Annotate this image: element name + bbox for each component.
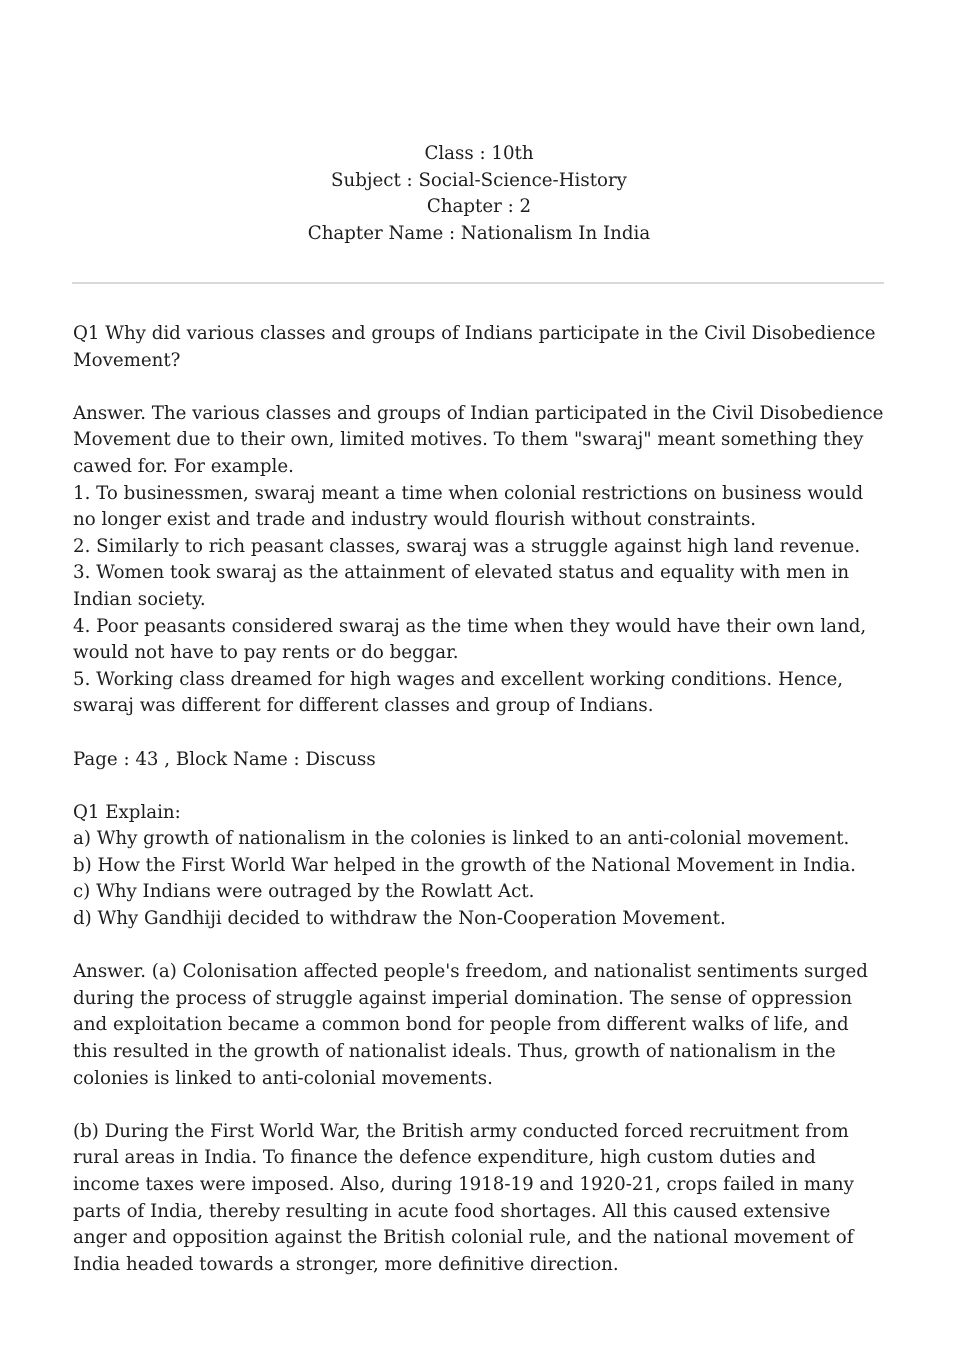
subject-line: Subject : Social-Science-History [331,169,627,191]
document-header [0,141,958,247]
question-2-item: c) Why Indians were outraged by the Rowlatt Act. [73,881,535,903]
question-2-item: d) Why Gandhiji decided to withdraw the Non-Cooperation Movement. [73,908,726,930]
question-2-item: a) Why growth of nationalism in the colonies is linked to an anti-colonial movement. [73,828,850,850]
answer-2a: Answer. (a) Colonisation affected people's freedom, and nationalist sentiments surged during the process of struggle against imperial domination. The sense of oppression and exploitation became a common bond for people from different walks of life, and this resulted in the growth of nationalist ideals. Thus, growth of nationalism in the colonies is linked to anti-colonial movements. [73,961,868,1089]
chapter-line: Chapter : 2 [426,196,532,218]
answer-1-intro: Answer. The various classes and groups of Indian participated in the Civil Disobedience Movement due to their own, limited motives. To them "swaraj" meant something they cawed for. For example. [73,402,884,477]
spacer [73,933,888,960]
answer-1-point: 5. Working class dreamed for high wages and excellent working conditions. Hence, swaraj was different for different classes and group of Indians. [73,668,844,717]
spacer [73,773,888,800]
chapter-name-line: Chapter Name : Nationalism In India [307,222,651,244]
answer-1-point: 4. Poor peasants considered swaraj as the time when they would have their own land, would not have to pay rents or do beggar. [73,615,867,664]
header-divider [72,282,884,284]
page-block-label: Page : 43 , Block Name : Discuss [73,748,376,770]
question-1: Q1 Why did various classes and groups of Indians participate in the Civil Disobedience Movement? [73,323,876,371]
answer-2b: (b) During the First World War, the British army conducted forced recruitment from rural areas in India. To finance the defence expenditure, high custom duties and income taxes were imposed. Also, during 1918-19 and 1920-21, crops failed in many parts of India, thereby resulting in acute food shortages. All this caused extensive anger and opposition against the British colonial rule, and the national movement of India headed towards a stronger, more definitive direction. [73,1120,854,1275]
spacer [73,720,888,747]
class-line: Class : 10th [424,143,534,164]
question-2-item: b) How the First World War helped in the growth of the National Movement in India. [73,854,856,876]
answer-1-point: 1. To businessmen, swaraj meant a time when colonial restrictions on business would no longer exist and trade and industry would flourish without constraints. [73,482,864,531]
answer-1-point: 3. Women took swaraj as the attainment of elevated status and equality with men in Indian society. [73,562,850,610]
spacer [73,374,888,401]
document-body [73,321,888,1278]
answer-1-point: 2. Similarly to rich peasant classes, swaraj was a struggle against high land revenue. [73,535,861,557]
spacer [73,1092,888,1119]
question-2: Q1 Explain: [73,801,181,823]
